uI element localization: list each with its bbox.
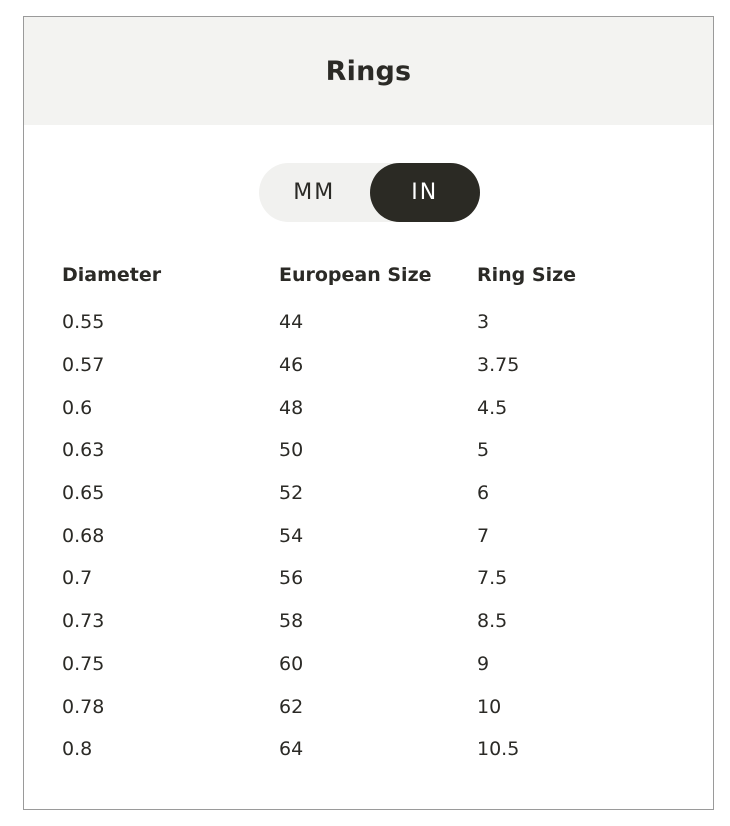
ring-size-cell: 3.75	[477, 354, 520, 377]
table-row	[62, 386, 662, 429]
panel-header	[24, 17, 713, 125]
diameter-cell: 0.57	[62, 354, 105, 377]
diameter-cell: 0.65	[62, 482, 105, 505]
table-row	[62, 301, 662, 344]
ring-size-cell: 7.5	[477, 567, 508, 590]
table-row	[62, 600, 662, 643]
table-row	[62, 643, 662, 686]
diameter-cell: 0.7	[62, 567, 93, 590]
unit-option-mm[interactable]: MM	[293, 180, 336, 205]
column-header-ring-size: Ring Size	[477, 264, 577, 286]
table-row	[62, 472, 662, 515]
diameter-cell: 0.55	[62, 311, 105, 334]
diameter-cell: 0.75	[62, 652, 105, 675]
ring-size-cell: 5	[477, 439, 490, 462]
ring-size-cell: 7	[477, 524, 490, 547]
ring-size-cell: 3	[477, 311, 490, 334]
column-header-diameter: Diameter	[62, 264, 162, 286]
european-size-cell: 46	[279, 354, 304, 377]
european-size-cell: 60	[279, 652, 304, 675]
ring-size-cell: 10	[477, 695, 502, 718]
diameter-cell: 0.78	[62, 695, 105, 718]
ring-size-cell: 10.5	[477, 738, 520, 761]
table-row	[62, 557, 662, 600]
european-size-cell: 58	[279, 610, 304, 633]
european-size-cell: 62	[279, 695, 304, 718]
ring-size-cell: 8.5	[477, 610, 508, 633]
ring-size-cell: 4.5	[477, 396, 508, 419]
diameter-cell: 0.68	[62, 524, 105, 547]
european-size-cell: 50	[279, 439, 304, 462]
diameter-cell: 0.8	[62, 738, 93, 761]
ring-size-cell: 6	[477, 482, 490, 505]
table-row	[62, 344, 662, 387]
ring-size-table	[62, 249, 662, 771]
table-header-row	[62, 249, 662, 301]
european-size-cell: 44	[279, 311, 304, 334]
european-size-cell: 54	[279, 524, 304, 547]
european-size-cell: 48	[279, 396, 304, 419]
table-row	[62, 429, 662, 472]
size-guide-panel	[23, 16, 714, 810]
ring-size-cell: 9	[477, 652, 490, 675]
column-header-european-size: European Size	[279, 264, 432, 286]
european-size-cell: 64	[279, 738, 304, 761]
table-row	[62, 728, 662, 771]
page-title: Rings	[325, 55, 412, 87]
unit-toggle[interactable]	[259, 163, 480, 222]
table-row	[62, 685, 662, 728]
european-size-cell: 56	[279, 567, 304, 590]
diameter-cell: 0.63	[62, 439, 105, 462]
diameter-cell: 0.6	[62, 396, 93, 419]
table-row	[62, 514, 662, 557]
unit-option-in[interactable]: IN	[370, 163, 481, 222]
diameter-cell: 0.73	[62, 610, 105, 633]
european-size-cell: 52	[279, 482, 304, 505]
